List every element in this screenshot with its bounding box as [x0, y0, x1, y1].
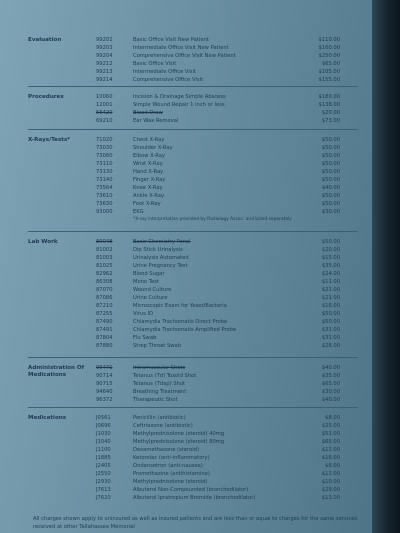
price-row	[0, 278, 372, 286]
item-price: $25.00	[321, 423, 340, 429]
price-row	[0, 494, 372, 502]
item-price: $11.00	[321, 279, 340, 285]
item-description: EKG	[133, 209, 144, 215]
item-description: Therapeutic Shot	[133, 397, 178, 403]
item-description: Ankle X-Ray	[133, 193, 165, 199]
item-code: J2405	[96, 463, 111, 469]
item-price: $29.00	[321, 487, 340, 493]
item-price: $16.00	[321, 303, 340, 309]
price-row	[0, 109, 372, 117]
item-code: 81002	[96, 247, 113, 253]
item-description: Incision & Drainage Simple Abscess	[133, 94, 226, 100]
price-row	[0, 326, 372, 334]
section-label: Evaluation	[28, 37, 62, 43]
item-code: 99212	[96, 61, 113, 67]
item-price: $30.00	[321, 209, 340, 215]
item-code: 80048	[96, 239, 113, 245]
price-row	[0, 117, 372, 125]
price-row	[0, 396, 372, 404]
item-description: Breathing Treatment	[133, 389, 187, 395]
item-price: $155.00	[318, 77, 340, 83]
section-divider	[28, 407, 358, 408]
item-code: 73140	[96, 177, 113, 183]
section-divider	[28, 357, 358, 358]
item-description: Shoulder X-Ray	[133, 145, 173, 151]
item-description: Ondansetron (anti-nausea)	[133, 463, 203, 469]
item-price: $40.00	[321, 185, 340, 191]
item-description: Methylprednisolone (steroid) 80mg	[133, 439, 225, 445]
item-code: 96471	[96, 365, 113, 371]
item-description: Microscopic Exam for Yeast/Bacteria	[133, 303, 227, 309]
item-price: $50.00	[321, 239, 340, 245]
item-code: 73610	[96, 193, 113, 199]
price-row	[0, 286, 372, 294]
item-code: 90714	[96, 373, 113, 379]
price-row	[0, 334, 372, 342]
price-row	[0, 454, 372, 462]
item-price: $31.00	[321, 327, 340, 333]
item-description: Dip Stick Urinalysis	[133, 247, 183, 253]
item-code: 99214	[96, 77, 113, 83]
item-code: 73630	[96, 201, 113, 207]
price-row	[0, 478, 372, 486]
item-description: Ketorolac (anti-inflammatory)	[133, 455, 210, 461]
price-row	[0, 76, 372, 84]
item-code: 69210	[96, 118, 113, 124]
section-footnote: *X-ray interpretation provided by Radiology Assoc. and billed separately	[133, 217, 292, 222]
item-price: $50.00	[321, 193, 340, 199]
price-row	[0, 160, 372, 168]
item-code: 87804	[96, 335, 113, 341]
item-description: Flu Swab	[133, 335, 157, 341]
item-code: J1030	[96, 431, 111, 437]
item-description: Blood Draw	[133, 110, 163, 116]
price-row	[0, 200, 372, 208]
price-row	[0, 152, 372, 160]
item-price: $12.00	[321, 471, 340, 477]
item-description: Comprehensive Office Visit New Patient	[133, 53, 236, 59]
item-price: $65.00	[321, 439, 340, 445]
item-description: Basic Chemistry Panel	[133, 239, 191, 245]
item-code: J2550	[96, 471, 111, 477]
item-description: Wrist X-Ray	[133, 161, 163, 167]
price-row	[0, 184, 372, 192]
item-price: $26.00	[321, 343, 340, 349]
item-description: Chlamydia Trachomatis Amplified Probe	[133, 327, 237, 333]
price-row	[0, 136, 372, 144]
item-code: 56420	[96, 110, 113, 116]
item-description: Comprehensive Office Visit	[133, 77, 204, 83]
section-label: Procedures	[28, 94, 64, 100]
item-price: $40.00	[321, 365, 340, 371]
item-price: $40.00	[321, 397, 340, 403]
item-description: Urinalysis Automated	[133, 255, 189, 261]
price-row	[0, 93, 372, 101]
item-description: Blood Sugar	[133, 271, 165, 277]
item-price: $13.00	[321, 495, 340, 501]
item-code: J1100	[96, 447, 111, 453]
item-code: J7613	[96, 487, 111, 493]
price-row	[0, 101, 372, 109]
disclaimer-text: All charges shown apply to uninsured as well as insured patients and are less than or equal to charges for the same services received at other Tallahassee Memorial	[33, 516, 358, 530]
item-price: $50.00	[321, 201, 340, 207]
price-row	[0, 168, 372, 176]
item-description: Hand X-Ray	[133, 169, 164, 175]
item-description: Strep Throat Swab	[133, 343, 181, 349]
item-description: Albuterol Ipratropium Bromide (bronchodilator)	[133, 495, 256, 501]
item-price: $21.00	[321, 295, 340, 301]
price-row	[0, 192, 372, 200]
price-row	[0, 438, 372, 446]
section-divider	[28, 86, 358, 87]
item-description: Tetanus (Td) Toxoid Shot	[133, 373, 197, 379]
item-description: Simple Wound Repair 1 inch or less	[133, 102, 225, 108]
item-description: Urine Culture	[133, 295, 168, 301]
item-price: $20.00	[321, 247, 340, 253]
item-code: 71020	[96, 137, 113, 143]
item-description: Knee X-Ray	[133, 185, 163, 191]
item-price: $8.00	[325, 415, 340, 421]
section-label: Medications	[28, 415, 67, 421]
item-price: $180.00	[318, 94, 340, 100]
price-row	[0, 294, 372, 302]
price-row	[0, 342, 372, 350]
item-description: Dexamethasone (steroid)	[133, 447, 199, 453]
item-description: Intramuscular Shots	[133, 365, 186, 371]
item-code: 73564	[96, 185, 113, 191]
item-price: $50.00	[321, 177, 340, 183]
item-code: 99204	[96, 53, 113, 59]
item-description: Promethazine (antihistamine)	[133, 471, 210, 477]
item-price: $65.00	[321, 381, 340, 387]
price-row	[0, 262, 372, 270]
section-label: X-Rays/Tests*	[28, 137, 71, 143]
price-row	[0, 430, 372, 438]
item-price: $20.00	[321, 110, 340, 116]
item-description: Mono Test	[133, 279, 159, 285]
item-description: Methylprednisolone (steroid) 40mg	[133, 431, 225, 437]
item-description: Tetanus (Tdap) Shot	[133, 381, 186, 387]
section-divider	[28, 129, 358, 130]
item-price: $35.00	[321, 373, 340, 379]
price-row	[0, 414, 372, 422]
item-price: $110.00	[318, 37, 340, 43]
item-code: 73110	[96, 161, 113, 167]
item-code: 82962	[96, 271, 113, 277]
item-price: $31.00	[321, 335, 340, 341]
price-row	[0, 60, 372, 68]
item-price: $50.00	[321, 311, 340, 317]
item-price: $105.00	[318, 69, 340, 75]
price-row	[0, 144, 372, 152]
item-code: J0696	[96, 423, 111, 429]
item-description: Intermediate Office Visit	[133, 69, 196, 75]
item-price: $50.00	[321, 319, 340, 325]
item-price: $51.00	[321, 431, 340, 437]
item-price: $50.00	[321, 161, 340, 167]
item-price: $50.00	[321, 137, 340, 143]
item-price: $6.00	[325, 463, 340, 469]
paper-edge-shadow	[372, 0, 400, 533]
item-price: $10.00	[321, 479, 340, 485]
item-code: 90715	[96, 381, 113, 387]
section-label: Administration Of Medications	[28, 365, 85, 378]
item-code: J2930	[96, 479, 111, 485]
price-row	[0, 446, 372, 454]
item-code: 96372	[96, 397, 113, 403]
item-description: Finger X-Ray	[133, 177, 166, 183]
price-row	[0, 380, 372, 388]
item-code: 87210	[96, 303, 113, 309]
item-description: Ceftriaxone (antibiotic)	[133, 423, 193, 429]
price-row	[0, 68, 372, 76]
item-description: Penicillin (antibiotic)	[133, 415, 186, 421]
item-description: Methylprednisolone (steroid)	[133, 479, 208, 485]
item-code: 99203	[96, 45, 113, 51]
item-price: $16.00	[321, 455, 340, 461]
item-price: $73.00	[321, 118, 340, 124]
item-description: Chest X-Ray	[133, 137, 165, 143]
item-code: 87490	[96, 319, 113, 325]
item-code: 87070	[96, 287, 113, 293]
price-row	[0, 246, 372, 254]
item-code: 81003	[96, 255, 113, 261]
item-code: 87880	[96, 343, 113, 349]
item-description: Intermediate Office Visit New Patient	[133, 45, 229, 51]
price-row	[0, 270, 372, 278]
item-description: Basic Office Visit New Patient	[133, 37, 209, 43]
item-code: 81025	[96, 263, 113, 269]
price-row	[0, 208, 372, 216]
item-code: 99213	[96, 69, 113, 75]
item-description: Albuterol Non-Compounded (bronchodilator)	[133, 487, 249, 493]
item-price: $65.00	[321, 61, 340, 67]
price-row	[0, 364, 372, 372]
price-row	[0, 486, 372, 494]
price-row	[0, 36, 372, 44]
item-description: Elbow X-Ray	[133, 153, 165, 159]
item-code: 93000	[96, 209, 113, 215]
price-row	[0, 310, 372, 318]
item-code: 87086	[96, 295, 113, 301]
item-price: $138.00	[318, 102, 340, 108]
item-code: J1885	[96, 455, 111, 461]
price-row	[0, 372, 372, 380]
item-code: 12001	[96, 102, 113, 108]
item-description: Virus ID	[133, 311, 154, 317]
item-code: 87491	[96, 327, 113, 333]
section-label: Lab Work	[28, 239, 58, 245]
price-row	[0, 238, 372, 246]
item-price: $35.00	[321, 263, 340, 269]
item-price: $50.00	[321, 169, 340, 175]
item-code: 87255	[96, 311, 113, 317]
item-price: $250.00	[318, 53, 340, 59]
item-code: 99202	[96, 37, 113, 43]
item-code: 73080	[96, 153, 113, 159]
item-price: $24.00	[321, 271, 340, 277]
item-code: 73130	[96, 169, 113, 175]
item-description: Wound Culture	[133, 287, 172, 293]
item-description: Foot X-Ray	[133, 201, 161, 207]
item-code: 10060	[96, 94, 113, 100]
price-row	[0, 470, 372, 478]
price-row	[0, 176, 372, 184]
item-price: $160.00	[318, 45, 340, 51]
item-price: $50.00	[321, 153, 340, 159]
item-price: $21.00	[321, 287, 340, 293]
item-code: J7620	[96, 495, 111, 501]
price-row	[0, 52, 372, 60]
item-code: J1040	[96, 439, 111, 445]
item-code: 73030	[96, 145, 113, 151]
item-code: J0561	[96, 415, 111, 421]
price-row	[0, 462, 372, 470]
price-row	[0, 318, 372, 326]
item-description: Urine Pregnancy Test	[133, 263, 188, 269]
item-price: $15.00	[321, 255, 340, 261]
price-row	[0, 302, 372, 310]
item-price: $12.00	[321, 447, 340, 453]
item-description: Basic Office Visit	[133, 61, 177, 67]
price-row	[0, 388, 372, 396]
item-price: $50.00	[321, 145, 340, 151]
item-description: Chlamydia Trachomatis Direct Probe	[133, 319, 228, 325]
section-divider	[28, 231, 358, 232]
item-code: 86308	[96, 279, 113, 285]
price-row	[0, 422, 372, 430]
price-row	[0, 254, 372, 262]
price-row	[0, 44, 372, 52]
item-price: $30.00	[321, 389, 340, 395]
item-description: Ear Wax Removal	[133, 118, 179, 124]
item-code: 94640	[96, 389, 113, 395]
